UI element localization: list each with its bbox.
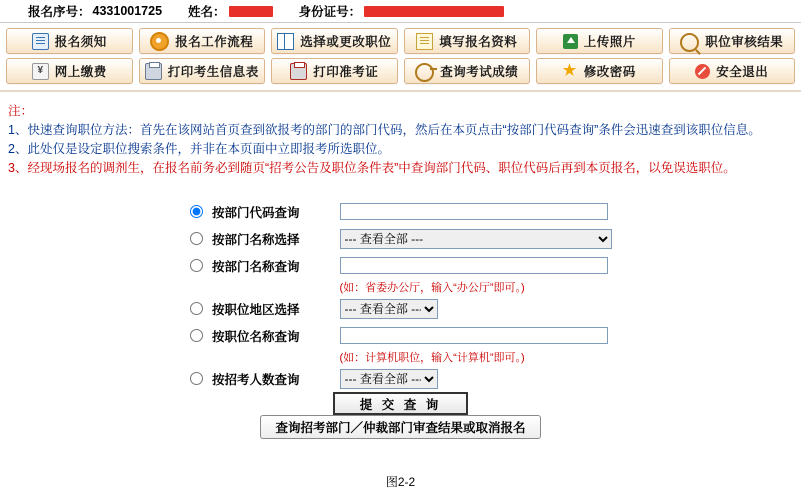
radio-label-dept-name-select[interactable]: 按部门名称选择 [211,232,300,247]
figure-caption: 图2-2 [385,475,416,489]
nav-button-query-exam-score[interactable] [404,58,531,84]
notes-title: 注： [8,104,34,118]
gear-icon [150,32,169,51]
nav-button-print-candidate-form[interactable] [139,58,266,84]
print-red-icon [290,63,307,80]
job-area-select[interactable] [340,299,438,319]
radio-cell-job-name[interactable] [190,322,340,349]
registration-number-label: 报名序号： [28,5,91,19]
radio-cell-dept-name-select[interactable] [190,225,340,252]
dept-name-hint: (如：省委办公厅，输入“办公厅”即可。) [339,282,525,294]
applicant-name-field [188,2,273,20]
nav-button-upload-photo[interactable] [536,28,663,54]
dept-name-input[interactable] [340,257,608,274]
nav-button-label: 职位审核结果 [705,35,784,49]
query-row-job-name [190,322,612,349]
input-cell-dept-code [340,198,612,225]
applicant-info-bar [0,0,801,23]
dept-name-select[interactable] [340,229,612,249]
nav-button-label: 打印考生信息表 [167,65,259,79]
radio-cell-dept-code[interactable] [190,198,340,225]
radio-dept-code[interactable] [190,205,203,218]
hint-row-job-name [190,349,612,365]
radio-job-area[interactable] [190,302,203,315]
registration-number-field [28,2,162,20]
nav-button-print-admission-ticket[interactable] [271,58,398,84]
radio-label-job-name[interactable]: 按职位名称查询 [211,329,300,344]
radio-recruit-count[interactable] [190,372,203,385]
radio-label-dept-name-query[interactable]: 按部门名称查询 [211,259,300,274]
job-name-input[interactable] [340,327,608,344]
notes-block [0,92,801,182]
submit-cell [190,392,612,415]
hint-spacer-2 [190,349,340,365]
radio-label-recruit-count[interactable]: 按招考人数查询 [211,372,300,387]
query-row-job-area [190,295,612,322]
toolbar-row-2 [0,56,801,86]
nav-button-registration-notice[interactable] [6,28,133,54]
wide-button-cell [190,415,612,439]
query-row-recruit-count [190,365,612,392]
nav-button-position-review-result[interactable] [669,28,796,54]
upload-icon [563,34,578,49]
select-cell-dept-name [340,225,612,252]
radio-label-dept-code[interactable]: 按部门代码查询 [211,205,300,220]
query-row-dept-name-select [190,225,612,252]
wide-button-row [190,415,612,439]
nav-button-label: 打印准考证 [313,65,379,79]
nav-button-label: 选择或更改职位 [300,35,392,49]
recruit-count-select[interactable] [340,369,438,389]
query-row-dept-code [190,198,612,225]
submit-row [190,392,612,415]
registration-number-value: 4331001725 [92,4,163,18]
print-icon [145,63,162,80]
main-toolbar [0,23,801,92]
nav-button-select-change-position[interactable] [271,28,398,54]
nav-button-online-payment[interactable] [6,58,133,84]
redacted-name-block [229,6,273,17]
radio-dept-name-query[interactable] [190,259,203,272]
position-query-form [0,198,801,439]
toolbar-row-1 [0,26,801,56]
nav-button-label: 修改密码 [583,65,636,79]
query-options-table [190,198,612,439]
search-icon [680,33,699,52]
select-cell-recruit-count [340,365,612,392]
nav-button-secure-logout[interactable] [669,58,796,84]
query-row-dept-name-query [190,252,612,279]
redacted-id-block [364,6,504,17]
search-icon [415,63,434,82]
nav-button-fill-application[interactable] [404,28,531,54]
nav-button-label: 填写报名资料 [439,35,518,49]
document-icon [32,33,49,50]
star-icon: ★ [562,61,577,79]
nav-button-label: 报名工作流程 [175,35,254,49]
applicant-name-label: 姓名： [188,5,226,19]
nav-button-label: 上传照片 [583,35,636,49]
nav-button-label: 查询考试成绩 [440,65,519,79]
select-cell-job-area [340,295,612,322]
nav-button-label: 网上缴费 [54,65,107,79]
form-icon [416,33,433,50]
yen-icon: ¥ [32,63,49,80]
radio-job-name[interactable] [190,329,203,342]
radio-dept-name-select[interactable] [190,232,203,245]
book-icon [277,33,294,50]
id-number-field [299,2,505,20]
nav-button-label: 安全退出 [716,65,769,79]
radio-cell-dept-name-query[interactable] [190,252,340,279]
id-number-label: 身份证号： [298,5,362,19]
radio-label-job-area[interactable]: 按职位地区选择 [211,302,300,317]
nav-button-label: 报名须知 [54,35,107,49]
notes-line-1: 1、快速查询职位方法：首先在该网站首页查到欲报考的部门的部门代码，然后在本页点击“按部门代码查询”条件会迅速查到该职位信息。 [8,123,761,137]
hint-spacer [190,279,340,295]
input-cell-job-name [340,322,612,349]
query-review-or-cancel-button[interactable]: 查询招考部门／仲裁部门审查结果或取消报名 [260,415,540,439]
radio-cell-job-area[interactable] [190,295,340,322]
input-cell-dept-name-query [340,252,612,279]
nav-button-change-password[interactable] [536,58,663,84]
dept-code-input[interactable] [340,203,608,220]
nav-button-registration-workflow[interactable] [139,28,266,54]
exit-icon [695,64,710,79]
notes-line-2: 2、此处仅是设定职位搜索条件，并非在本页面中立即报考所选职位。 [8,142,390,156]
hint-row-dept-name [190,279,612,295]
job-name-hint: (如：计算机职位，输入“计算机”即可。) [339,352,525,364]
notes-line-3: 3、经现场报名的调剂生，在报名前务必到随页“招考公告及职位条件表”中查询部门代码、职位代码后再到本页报名，以免误选职位。 [8,161,736,175]
radio-cell-recruit-count[interactable] [190,365,340,392]
submit-query-button[interactable]: 提 交 查 询 [333,392,468,415]
